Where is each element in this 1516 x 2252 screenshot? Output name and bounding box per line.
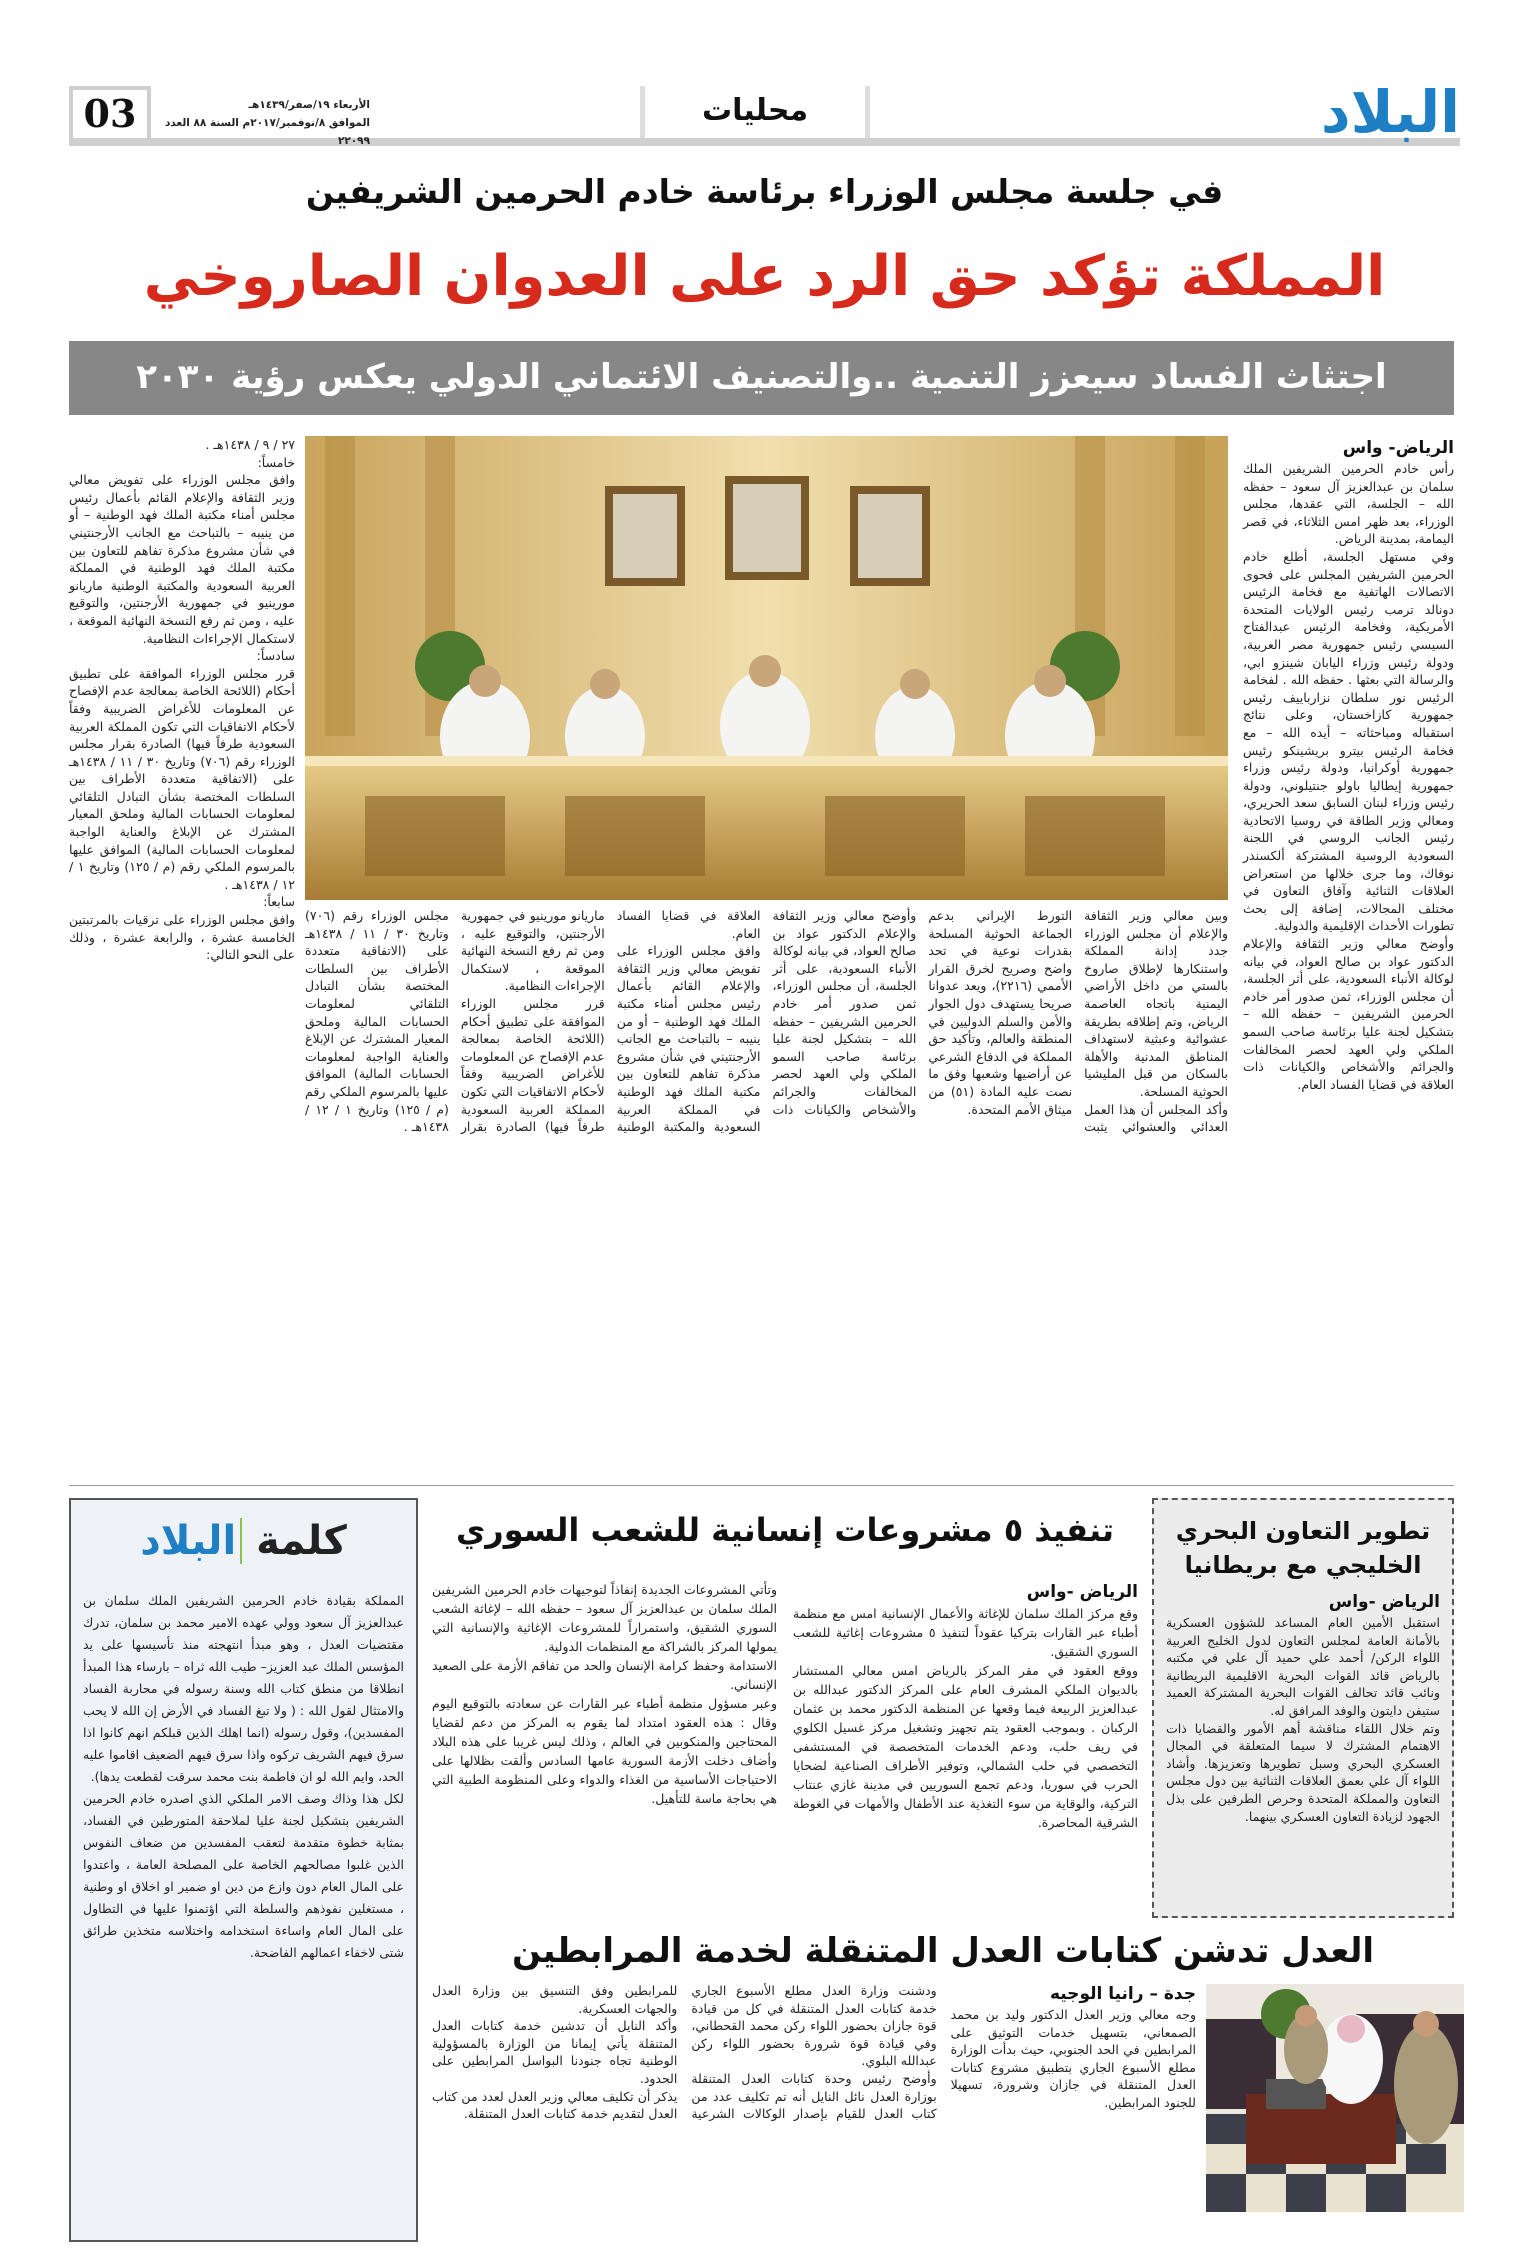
newspaper-logo: البلاد [1320, 78, 1460, 146]
paragraph: وأوضح معالي وزير الثقافة والإعلام الدكتور عواد بن صالح العواد، في بيانه لوكالة الأنباء السعودية، على أثر الجلسة، أن مجلس الوزراء، ثمن صدور أمر خادم الحرمين الشريفين – حفظه الله – بتشكيل لجنة عليا برئاسة صاحب السمو الملكي ولي العهد لحصر المخالفات والجرائم والأشخاص والكيانات ذات العلاقة في قضايا الفساد العام. [1243, 936, 1454, 1092]
syria-article-body [432, 1580, 1138, 1910]
page-number: 03 [69, 86, 151, 142]
issue-date [160, 96, 370, 150]
justice-article-body [432, 1982, 1196, 2244]
paragraph: وتأتي المشروعات الجديدة إنفاذاً لتوجيهات خادم الحرمين الشريفين الملك سلمان بن عبدالعزيز آل سعود – حفظه الله – لإغاثة الشعب السوري الشقيق، واستمراراً للمشروعات الإغاثية والإنسانية التي يمولها المركز بالشراكة مع المنظمات الدولية. [432, 1582, 777, 1654]
paragraph: وأكد النايل أن تدشين خدمة كتابات العدل المتنقلة يأتي إيمانا من الوزارة بالمسؤولية الوطنية تجاه جنودنا البواسل المرابطين على الحدود. [432, 2018, 678, 2086]
subheadline-banner: اجتثاث الفساد سيعزز التنمية ..والتصنيف الائتماني الدولي يعكس رؤية ٢٠٣٠ [69, 341, 1454, 415]
paragraph: وأكد المجلس أن هذا العمل العدائي والعشوائي يثبت التورط الإيراني بدعم الجماعة الحوثية المسلحة بقدرات نوعية في تحد واضح وصريح لخرق القرار الأممي (٢٢١٦)، ويعد عدوانا صريحا يستهدف دول الجوار والأمن والسلم الدوليين في المنطقة والعالم، وتأكيد حق المملكة في الدفاع الشرعي عن أراضيها وشعبها وفق ما نصت عليه المادة (٥١) من ميثاق الأمم المتحدة. [928, 908, 1228, 1135]
gregorian-date: الموافق ٨/نوفمبر/٢٠١٧م السنة ٨٨ العدد ٢٢٠٩٩ [164, 117, 370, 147]
editorial-box [69, 1498, 418, 2242]
naval-headline: تطوير التعاون البحري الخليجي مع بريطانيا [1175, 1517, 1431, 1579]
naval-cooperation-box [1152, 1498, 1454, 1918]
dateline: الرياض- واس [1342, 438, 1454, 458]
dateline: الرياض -واس [1328, 1592, 1440, 1612]
paragraph: سادساً: [256, 648, 295, 664]
dateline: الرياض -واس [1026, 1582, 1138, 1602]
paragraph: وافق مجلس الوزراء على تفويض معالي وزير الثقافة والإعلام القائم بأعمال رئيس مجلس أمناء مكتبة الملك فهد الوطنية – أو من ينيبه – بالتباحث مع الجانب الأرجنتيني في شأن مشروع مذكرة تفاهم للتعاون بين مكتبة الملك فهد الوطنية في المملكة العربية السعودية والمكتبة الوطنية ماريانو مورينيو في جمهورية الأرجنتين، والتوقيع عليه ، ومن ثم رفع النسخة النهائية الموقعة ، لاستكمال الإجراءات النظامية. [460, 908, 761, 1135]
main-article-right-column [1243, 436, 1454, 1476]
paragraph: وافق مجلس الوزراء على ترقيات بالمرتبتين الخامسة عشرة ، والرابعة عشرة ، وذلك على النحو التالي: [69, 912, 295, 963]
hijri-date: الأربعاء ١٩/صفر/١٤٣٩هـ [248, 99, 370, 111]
paragraph: الاستدامة وحفظ كرامة الإنسان والحد من تفاقم الأزمة على الصعيد الإنساني. [432, 1658, 777, 1692]
paragraph: يذكر أن تكليف معالي وزير العدل لعدد من كتاب العدل لتقديم خدمة كتابات العدل المتنقلة. [432, 2088, 678, 2122]
kicker: في جلسة مجلس الوزراء برئاسة خادم الحرمين الشريفين [305, 172, 1224, 211]
paragraph: خامساً: [257, 454, 295, 470]
paragraph: وعبر مسؤول منظمة أطباء عبر القارات عن سعادته بالتوقيع اليوم وقال : هذه العقود امتداد لما يقوم به المركز من دعم لقضايا المحتاجين والمنكوبين في العالم ، وذلك ليس غريبا على هذه البلاد وأضاف دخلت الأزمة السورية عامها السادس وألقت بظلالها على الاحتياجات الأساسية من الغذاء والدواء وعلى المنظومة الطبية التي هي بحاجة ماسة للتأهيل. [432, 1696, 777, 1806]
paragraph: لكل هذا وذاك وصف الامر الملكي الذي اصدره خادم الحرمين الشريفين بتشكيل لجنة عليا لملاحقة المتورطين في الفساد، بمثابة خطوة متقدمة لتعقب المفسدين من ضعاف النفوس الذين غلبوا مصالحهم الخاصة على المصلحة العامة ، واعتدوا على المال العام دون وازع من دين او ضمير او اخلاق او وطنية ، مستغلين نفوذهم والسلطة التي اؤتمنوا عليها في التطاول على المال العام واساءة استخدامه واختلاسه متخذين طرائق شتى لاخفاء اعمالهم الفاضحة. [83, 1791, 404, 1960]
paragraph: ٢٧ / ٩ / ١٤٣٨هـ . [205, 437, 295, 452]
main-headline: المملكة تؤكد حق الرد على العدوان الصاروخي [143, 244, 1386, 309]
dateline: جدة – رانيا الوجيه [1049, 1984, 1196, 2004]
main-article-body-columns [305, 907, 1228, 1476]
paragraph: ووقع العقود في مقر المركز بالرياض امس معالي المستشار بالديوان الملكي المشرف العام على المركز الدكتور عبدالله بن عبدالعزيز الربيعة فيما وقعها عن المنظمة الدكتور محمد بن عثمان الركبان . وبموجب العقود يتم تجهيز وتشغيل مركز غسيل الكلوي في ريف حلب، ودعم الخدمات المتخصصة في المستشفى التخصصي في حلب الشمالي، وتوفير الأطراف الصناعية لضحايا الحرب في سوريا، ودعم تجمع السوريين في مدينة غازي عنتاب التركية، والوقاية من سوء التغذية عند الأطفال والأمهات في الغوطة الشرقية المحاصرة. [793, 1663, 1138, 1830]
paragraph: قرر مجلس الوزراء الموافقة على تطبيق أحكام (اللائحة الخاصة بمعالجة عدم الإفصاح عن المعلومات للأغراض الضريبية وفقاً لأحكام الاتفاقيات التي تكون المملكة العربية السعودية طرفاً فيها) الصادرة بقرار مجلس الوزراء رقم (٧٠٦) وتاريخ ٣٠ / ١١ / ١٤٣٨هـ على (الاتفاقية متعددة الأطراف بين السلطات المختصة بشأن التبادل التلقائي لمعلومات الحسابات المالية وملحق المعيار المشترك عن الإبلاغ والعناية الواجبة لمعلومات الحسابات المالية) الموافق عليها بالمرسوم الملكي رقم (م / ١٢٥) وتاريخ ١ / ١٢ / ١٤٣٨هـ . [69, 665, 296, 892]
paragraph: رأس خادم الحرمين الشريفين الملك سلمان بن عبدالعزيز آل سعود – حفظه الله – الجلسة، التي عقدها، مجلس الوزراء، بعد ظهر امس الثلاثاء، في قصر اليمامة، بمدينة الرياض. [1243, 461, 1454, 547]
paragraph: وبين معالي وزير الثقافة والإعلام أن مجلس الوزراء جدد إدانة المملكة واستنكارها لإطلاق صاروخ بالستي من داخل الأراضي اليمنية باتجاه العاصمة الرياض، وتم إطلاقه بطريقة عشوائية وعبثية لاستهداف المناطق المدنية والأهلة بالسكان من قبل المليشيا الحوثية المسلحة. [1084, 908, 1228, 1099]
syria-headline: تنفيذ ٥ مشروعات إنسانية للشعب السوري [455, 1511, 1115, 1549]
paragraph: قرر مجلس الوزراء الموافقة على تطبيق أحكام (اللائحة الخاصة بمعالجة عدم الإفصاح عن المعلومات للأغراض الضريبية وفقاً لأحكام الاتفاقيات التي تكون المملكة العربية السعودية طرفاً فيها) الصادرة بقرار مجلس الوزراء رقم (٧٠٦) وتاريخ ٣٠ / ١١ / ١٤٣٨هـ على (الاتفاقية متعددة الأطراف بين السلطات المختصة بشأن التبادل التلقائي لمعلومات الحسابات المالية وملحق المعيار المشترك عن الإبلاغ والعناية الواجبة لمعلومات الحسابات المالية) الموافق عليها بالمرسوم الملكي رقم (م / ١٢٥) وتاريخ ١ / ١٢ / ١٤٣٨هـ . [305, 908, 605, 1135]
justice-headline: العدل تدشن كتابات العدل المتنقلة لخدمة المرابطين [512, 1931, 1374, 1971]
editorial-title [83, 1518, 404, 1564]
paragraph: المملكة بقيادة خادم الحرمين الشريفين الملك سلمان بن عبدالعزيز آل سعود وولي عهده الامير محمد بن سلمان، تدرك مقتضيات العدل ، وهو مبدأ انتهجته منذ تأسيسها على يد المؤسس الملك عبد العزيز– طيب الله ثراه – بارساء هذا المبدأ انطلاقا من منطق كتاب الله وسنة رسوله في محاربة الفساد والامتثال لقول الله : ( ولا تبغ الفساد في الأرض إن الله لا يحب المفسدين)، وقول رسوله (انما اهلك الذين قبلكم انهم كانوا اذا سرق فيهم الشريف تركوه واذا سرق فيهم الضعيف اقاموا عليه الحد، وايم الله لو ان فاطمة بنت محمد سرقت لقطعت يدها). [83, 1593, 404, 1784]
paragraph: وافق مجلس الوزراء على تفويض معالي وزير الثقافة والإعلام القائم بأعمال رئيس مجلس أمناء مكتبة الملك فهد الوطنية – أو من ينيبه – بالتباحث مع الجانب الأرجنتيني في شأن مشروع مذكرة تفاهم للتعاون بين مكتبة الملك فهد الوطنية في المملكة العربية السعودية والمكتبة الوطنية ماريانو مورينيو في جمهورية الأرجنتين، والتوقيع عليه ، ومن ثم رفع النسخة النهائية الموقعة ، لاستكمال الإجراءات النظامية. [69, 472, 295, 646]
divider [69, 1485, 1454, 1486]
paragraph: وجه معالي وزير العدل الدكتور وليد بن محمد الصمعاني، بتسهيل خدمات التوثيق على المرابطين في الحد الجنوبي، حيث بدأت الوزارة مطلع الأسبوع الجاري بتطبيق مشروع كتابات العدل المتنقلة في جازان وشرورة، تسهيلا للجنود المرابطين. [950, 2007, 1196, 2110]
paragraph: استقبل الأمين العام المساعد للشؤون العسكرية بالأمانة العامة لمجلس التعاون لدول الخليج العربية اللواء الركن/ أحمد علي حميد آل علي في مكتبه بالرياض قائد القوات البحرية الاقليمية البريطانية ونائب قائد تحالف القوات البحرية المشتركة العميد ستيفن دايتون والوفد المرافق له. [1166, 1615, 1440, 1718]
paragraph: وأوضح معالي وزير الثقافة والإعلام الدكتور عواد بن صالح العواد، في بيانه لوكالة الأنباء السعودية، على أثر الجلسة، أن مجلس الوزراء، ثمن صدور أمر خادم الحرمين الشريفين – حفظه الله – بتشكيل لجنة عليا برئاسة صاحب السمو الملكي ولي العهد لحصر المخالفات والجرائم والأشخاص والكيانات ذات العلاقة في قضايا الفساد العام. [616, 908, 917, 1117]
paragraph: ودشنت وزارة العدل مطلع الأسبوع الجاري خدمة كتابات العدل المتنقلة في كل من قيادة قوة جازان بحضور اللواء ركن محمد القحطاني، وفي قيادة قوة شرورة بحضور اللواء ركن عبدالله البلوي. [691, 1983, 937, 2069]
main-article-left-column [69, 436, 295, 1476]
justice-photo [1206, 1984, 1464, 2212]
paragraph: وفي مستهل الجلسة، أطلع خادم الحرمين الشريفين المجلس على فحوى الاتصالات الهاتفية مع فخامة الرئيس دونالد ترمب رئيس الولايات المتحدة الأمريكية، وفخامة الرئيس عبدالفتاح السيسي رئيس جمهورية مصر العربية، ودولة رئيس وزراء اليابان شينزو ابي، والرسالة التي بعثها . حفظه الله . لفخامة الرئيس نور سلطان نزارباييف رئيس جمهورية كازاخستان، وعلى نتائج استقباله ومباحثاته – أيده الله – مع فخامة الرئيس بيترو بريشينكو رئيس جمهورية أوكرانيا، ودولة رئيس وزراء جمهورية إيطاليا باولو جنتيلوني، ودولة رئيس وزراء لبنان السابق سعد الحريري، ومعالي وزير الطاقة في روسيا الاتحادية رئيس الجانب الروسي في اللجنة السعودية الروسية المشتركة ألكسندر نوفاك، وما جرى خلالها من استعراض العلاقات الثنائية وآفاق التعاون في مختلف المجالات، إضافة إلى بحث تطورات الأحداث الإقليمية والدولية. [1243, 548, 1454, 934]
paragraph: وتم خلال اللقاء مناقشة أهم الأمور والقضايا ذات الاهتمام المشترك لا سيما المتعلقة في المجال العسكري البحري وسبل تطويرها وتعزيزها. وأشاد اللواء آل علي بعمق العلاقات الثنائية بين دول مجلس التعاون والمملكة المتحدة وحرص الطرفين على بذل الجهود لزيادة التعاون العسكري بينهما. [1166, 1720, 1440, 1824]
editorial-brand: البلاد [140, 1518, 242, 1564]
section-label: محليات [640, 86, 870, 138]
paragraph: وقع مركز الملك سلمان للإغاثة والأعمال الإنسانية امس مع منظمة أطباء عبر القارات بتركيا عقوداً لتنفيذ ٥ مشروعات إغاثية للشعب السوري الشقيق. [793, 1606, 1138, 1659]
portraits [605, 476, 930, 586]
paragraph: سابعاً: [263, 894, 295, 910]
paragraph: وأوضح رئيس وحدة كتابات العدل المتنقلة بوزارة العدل نائل النايل أنه تم تكليف عدد من كتاب العدل للقيام بإصدار الوكالات الشرعية للمرابطين وفق التنسيق بين وزارة العدل والجهات العسكرية. [432, 1983, 937, 2122]
editorial-title-word: كلمة [256, 1518, 347, 1564]
cabinet-meeting-photo [305, 436, 1228, 900]
